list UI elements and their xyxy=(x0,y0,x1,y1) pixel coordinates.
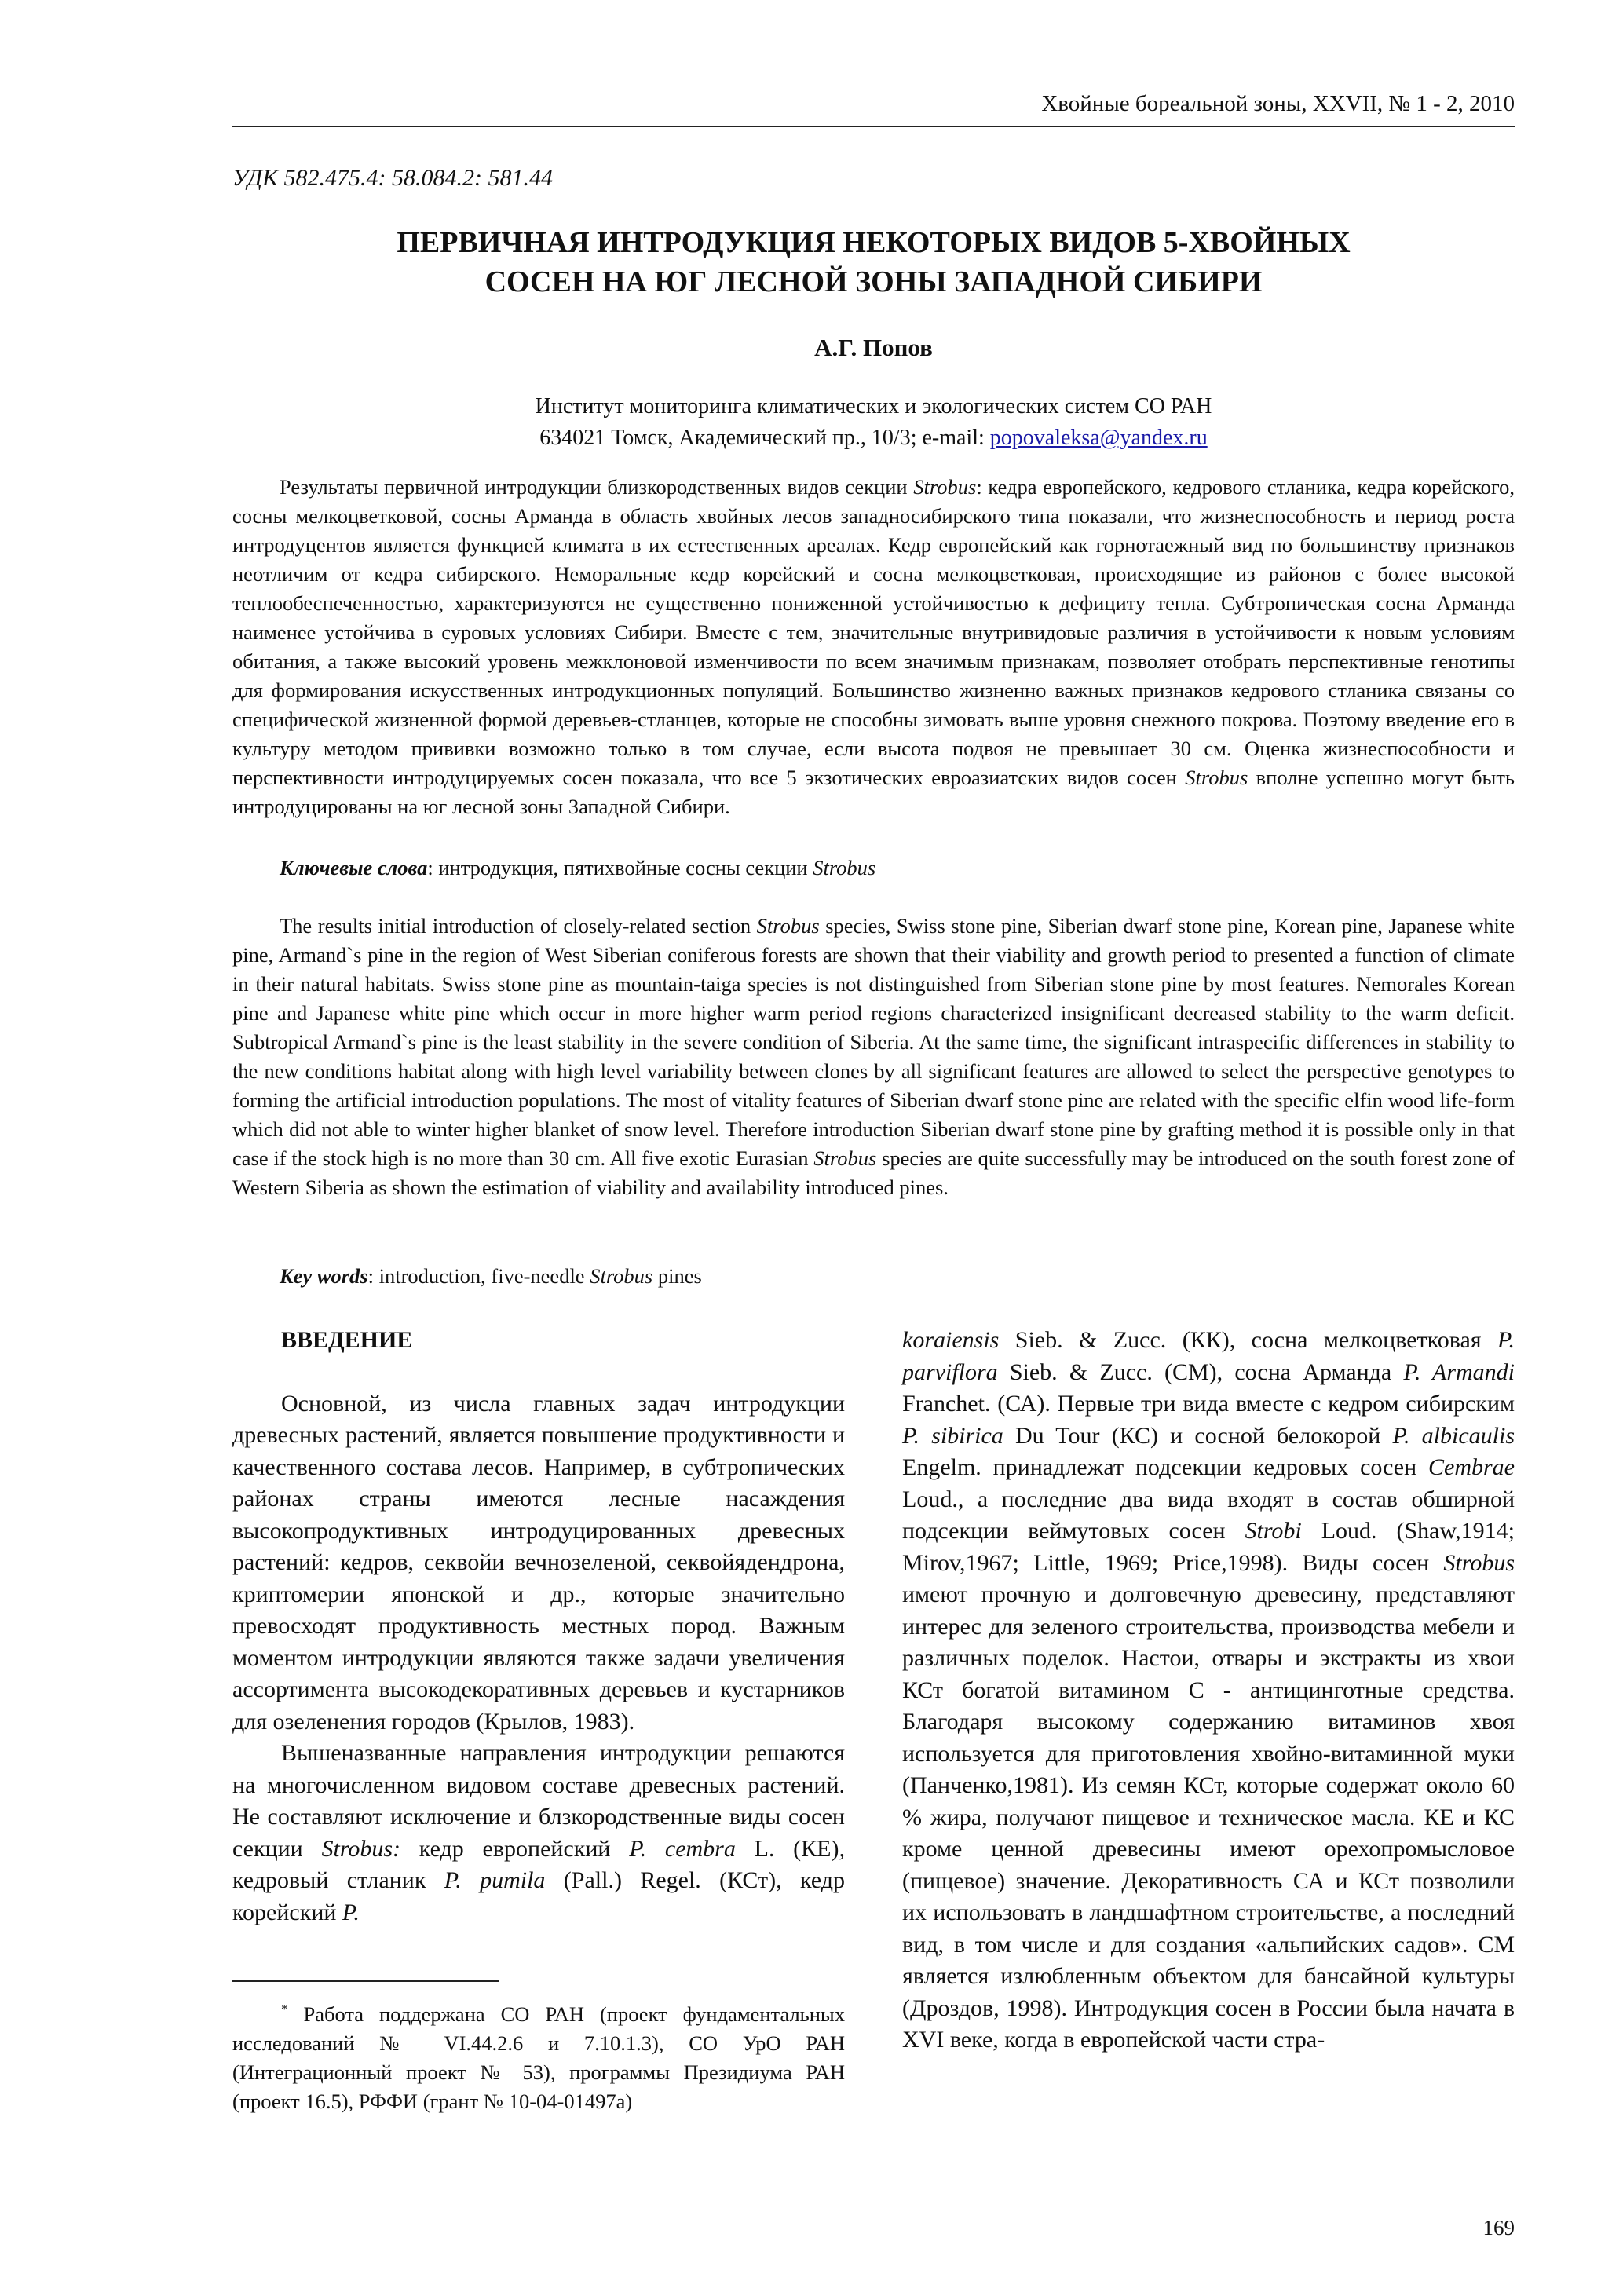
title-line-2: СОСЕН НА ЮГ ЛЕСНОЙ ЗОНЫ ЗАПАДНОЙ СИБИРИ xyxy=(484,265,1263,298)
udk-code: УДК 582.475.4: 58.084.2: 581.44 xyxy=(232,165,553,191)
header-rule xyxy=(232,126,1515,127)
keywords-text: : introduction, five-needle Strobus pines xyxy=(367,1264,702,1288)
section-heading-introduction: ВВЕДЕНИЕ xyxy=(281,1327,413,1353)
keywords-text: : интродукция, пятихвойные сосны секции Strobus xyxy=(427,856,876,879)
running-head: Хвойные бореальной зоны, XXVII, № 1 - 2, 2010 xyxy=(1041,91,1515,116)
right-column xyxy=(902,1325,1515,2057)
page-number: 169 xyxy=(1482,2216,1515,2239)
article-title xyxy=(232,223,1515,302)
body-paragraph: Основной, из числа главных задач интродукции древесных растений, является повышение продуктивности и качественного состава лесов. Например, в субтропических районах страны имеются лесные насаждения высокопродуктивных интродуцированных древесных растений: кедров, секвойи вечнозеленой, секвойядендрона, криптомерии японской и др., которые значительно превосходят продуктивность местных пород. Важным моментом интродукции являются также задачи увеличения ассортимента высокодекоративных деревьев и кустарников для озеленения городов (Крылов, 1983). xyxy=(232,1390,845,1735)
keywords-english xyxy=(280,1264,1515,1289)
affiliation-institute: Институт мониторинга климатических и экологических систем СО РАН xyxy=(535,394,1212,419)
footnote xyxy=(232,1994,845,2116)
keywords-label: Key words xyxy=(280,1264,368,1288)
footnote-rule xyxy=(232,1980,499,1982)
affiliation-address xyxy=(232,422,1515,454)
left-column xyxy=(232,1325,845,1929)
keywords-russian xyxy=(280,856,1515,880)
body-paragraph: Вышеназванные направления интродукции решаются на многочисленном видовом составе древесных растений. Не составляют исключение и блзкородственные виды сосен секции Strobus: кедр европейский P. cembra L. (КЕ), кедровый стланик P. pumila (Pall.) Regel. (КСт), кедр корейский P. xyxy=(232,1740,846,1925)
footnote-text: Работа поддержана СО РАН (проект фундаментальных исследований № VI.44.2.6 и 7.10.1.3), СО УрО РАН (Интеграционный проект № 53), программы Президиума РАН (проект 16.5), РФФИ (грант № 10-04-01497а) xyxy=(232,2002,845,2113)
author-name: А.Г. Попов xyxy=(814,334,933,361)
keywords-label: Ключевые слова xyxy=(280,856,428,879)
title-line-1: ПЕРВИЧНАЯ ИНТРОДУКЦИЯ НЕКОТОРЫХ ВИДОВ 5-ХВОЙНЫХ xyxy=(397,226,1351,259)
email-link[interactable]: popovaleksa@yandex.ru xyxy=(989,426,1208,450)
affiliation xyxy=(232,391,1515,454)
abstract-english: The results initial introduction of closely-related section Strobus species, Swiss stone pine, Siberian dwarf stone pine, Korean pine, Japanese white pine, Armand`s pine in the region of West Siberian coniferous forests are shown that their viability and growth period to presented a function of climate in their natural habitats. Swiss stone pine as mountain-taiga species is not distinguished from Siberian stone pine by most features. Nemorales Korean pine and Japanese white pine which occur in more higher warm period regions characterized insignificant decreased stability to the warm deficit. Subtropical Armand`s pine is the least stability in the severe condition of Siberia. At the same time, the significant intraspecific differences in stability to the new conditions habitat along with high level variability between clones by all significant features are allowed to select the perspective genotypes to forming the artificial introduction populations. The most of vitality features of Siberian dwarf stone pine are related with the specific elfin wood life-form which did not able to winter higher blanket of snow level. Therefore introduction Siberian dwarf stone pine by grafting method it is possible only in that case if the stock high is no more than 30 cm. All five exotic Eurasian Strobus species are quite successfully may be introduced on the south forest zone of Western Siberia as shown the estimation of viability and availability introduced pines. xyxy=(232,914,1515,1199)
footnote-marker: * xyxy=(281,2002,288,2016)
abstract-russian: Результаты первичной интродукции близкородственных видов секции Strobus: кедра европейского, кедрового стланика, кедра корейского, сосны мелкоцветковой, сосны Арманда в область хвойных лесов западносибирского типа показали, что жизнеспособность и период роста интродуцентов является функцией климата в их естественных ареалах. Кедр европейский как горнотаежный вид по большинству признаков неотличим от кедра сибирского. Неморальные кедр корейский и сосна мелкоцветковая, происходящие из районов с более высокой теплообеспеченностью, характеризуются не существенно пониженной устойчивостью к дефициту тепла. Субтропическая сосна Арманда наименее устойчива в суровых условиях Сибири. Вместе с тем, значительные внутривидовые различия в устойчивости к новым условиям обитания, а также высокий уровень межклоновой изменчивости по всем значимым признакам, позволяет отобрать перспективные генотипы для формирования искусственных интродукционных популяций. Большинство жизненно важных признаков кедрового стланика связаны со специфической жизненной формой деревьев-стланцев, которые не способны зимовать выше уровня снежного покрова. Поэтому введение его в культуру методом прививки возможно только в том случае, если высота подвоя не превышает 30 см. Оценка жизнеспособности и перспективности интродуцируемых сосен показала, что все 5 экзотических евроазиатских видов сосен Strobus вполне успешно могут быть интродуцированы на юг лесной зоны Западной Сибири. xyxy=(232,475,1515,818)
affiliation-address-text: 634021 Томск, Академический пр., 10/3; e-mail: xyxy=(539,426,990,450)
body-paragraph: koraiensis Sieb. & Zucc. (КК), сосна мелкоцветковая P. parviflora Sieb. & Zucc. (СМ), сосна Арманда P. Armandi Franchet. (СА). Первые три вида вместе с кедром сибирским P. sibirica Du Tour (КС) и сосной белокорой P. albicaulis Engelm. принадлежат подсекции кедровых сосен Cembrae Loud., а последние два вида входят в состав обширной подсекции веймутовых сосен Strobi Loud. (Shaw,1914; Mirov,1967; Little, 1969; Price,1998). Виды сосен Strobus имеют прочную и долговечную древесину, представляют интерес для зеленого строительства, производства мебели и различных поделок. Настои, отвары и экстракты из хвои КСт богатой витамином С - антицинготные средства. Благодаря высокому содержанию витаминов хвоя используется для приготовления хвойно-витаминной муки (Панченко,1981). Из семян КСт, которые содержат около 60 % жира, получают пищевое и техническое масла. КЕ и КС кроме ценной древесины имеют орехопромысловое (пищевое) значение. Декоративность СА и КСт позволили их использовать в ландшафтном строительстве, а последний вид, в том числе и для создания «альпийских садов». СМ является излюбленным объектом для бансайной культуры (Дроздов, 1998). Интродукция сосен в России была начата в XVI веке, когда в европейской части стра- xyxy=(902,1327,1515,2053)
